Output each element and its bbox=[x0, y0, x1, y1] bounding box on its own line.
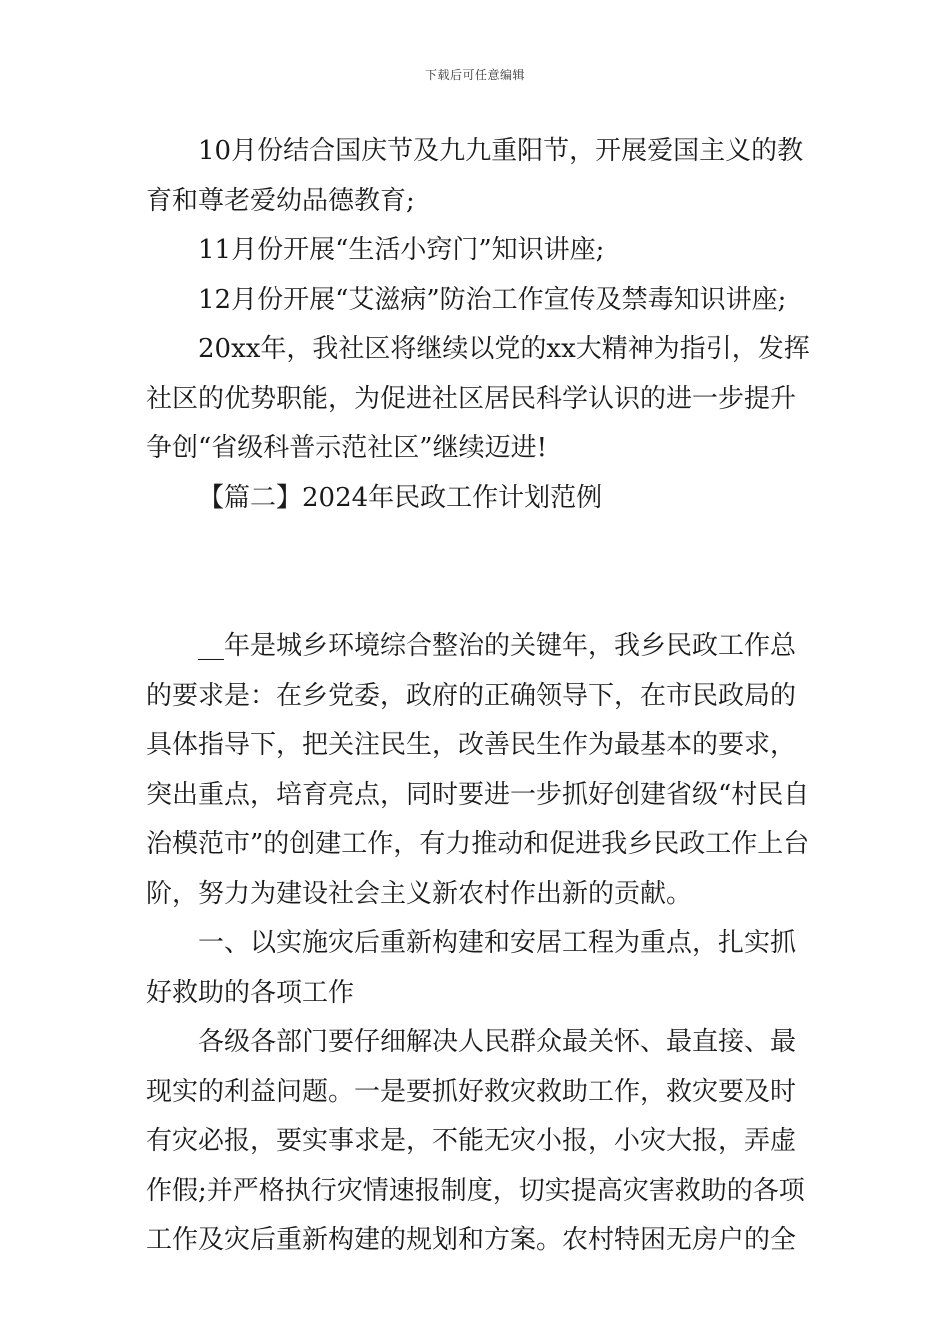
section-heading-part-two: 【篇二】2024年民政工作计划范例 bbox=[198, 482, 603, 513]
page-header-note: 下载后可任意编辑 bbox=[424, 68, 525, 82]
blank-spacer bbox=[146, 523, 810, 622]
paragraph-december-plan: 12月份开展“艾滋病”防治工作宣传及禁毒知识讲座; bbox=[198, 284, 787, 315]
paragraph-year-summary: 20xx年，我社区将继续以党的xx大精神为指引，发挥社区的优势职能，为促进社区居民科学认识的进一步提升争创“省级科普示范社区”继续迈进! bbox=[146, 334, 810, 463]
document-body bbox=[146, 127, 810, 1266]
paragraph-relief-work: 各级各部门要仔细解决人民群众最关怀、最直接、最现实的利益问题。一是要抓好救灾救助工作，救灾要及时有灾必报，要实事求是，不能无灾小报，小灾大报，弄虚作假;并严格执行灾情速报制度，切实提高灾害救助的各项工作及灾后重新构建的规划和方案。农村特困无房户的全 bbox=[146, 1027, 805, 1255]
paragraph-november-plan: 11月份开展“生活小窍门”知识讲座; bbox=[198, 235, 605, 265]
paragraph-point-one-heading: 一、以实施灾后重新构建和安居工程为重点，扎实抓好救助的各项工作 bbox=[146, 928, 797, 1008]
paragraph-civil-affairs-overview: __年是城乡环境综合整治的关键年，我乡民政工作总的要求是：在乡党委，政府的正确领导下，在市民政局的具体指导下，把关注民生，改善民生作为最基本的要求，突出重点，培育亮点，同时要进一步抓好创建省级“村民自治模范市”的创建工作，有力推动和促进我乡民政工作上台阶，努力为建设社会主义新农村作出新的贡献。 bbox=[146, 631, 810, 909]
paragraph-october-plan: 10月份结合国庆节及九九重阳节，开展爱国主义的教育和尊老爱幼品德教育; bbox=[146, 136, 804, 216]
